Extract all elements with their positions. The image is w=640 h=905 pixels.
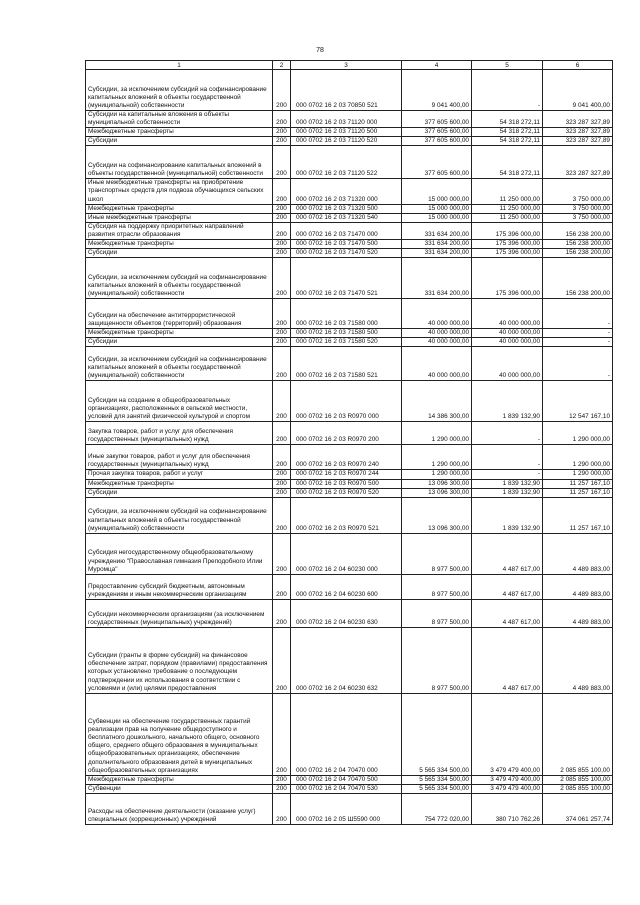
row-approved-amount: 377 605 600,00	[402, 128, 472, 137]
table-row	[86, 146, 613, 179]
header-col-1: 1	[86, 61, 273, 70]
row-executed-amount: 54 318 272,11	[472, 146, 543, 179]
row-line-code: 200	[273, 222, 291, 239]
row-remaining-amount: 3 750 000,00	[543, 204, 613, 213]
row-description: Субсидия негосударственному общеобразовательному учреждению "Православная гимназия Преподобного Илии Муромца"	[86, 533, 273, 574]
row-line-code: 200	[273, 137, 291, 146]
table-row	[86, 479, 613, 488]
row-approved-amount: 13 096 300,00	[402, 488, 472, 497]
table-row	[86, 784, 613, 793]
row-executed-amount: 1 839 132,90	[472, 497, 543, 533]
table-row	[86, 128, 613, 137]
table-row	[86, 793, 613, 824]
row-executed-amount: -	[472, 422, 543, 445]
row-budget-code: 000 0702 16 2 04 70470 500	[291, 775, 402, 784]
row-remaining-amount: 323 287 327,89	[543, 128, 613, 137]
row-remaining-amount: 11 257 167,10	[543, 488, 613, 497]
row-line-code: 200	[273, 445, 291, 470]
row-description: Субсидия на поддержку приоритетных направлений развития отрасли образования	[86, 222, 273, 239]
table-row	[86, 70, 613, 111]
row-executed-amount: 40 000 000,00	[472, 299, 543, 329]
row-budget-code: 000 0702 16 2 03 R0970 244	[291, 470, 402, 479]
table-row	[86, 533, 613, 574]
header-col-3: 3	[291, 61, 402, 70]
row-remaining-amount: -	[543, 299, 613, 329]
row-description: Межбюджетные трансферты	[86, 329, 273, 338]
row-executed-amount: 4 487 617,00	[472, 533, 543, 574]
row-line-code: 200	[273, 299, 291, 329]
table-row	[86, 111, 613, 128]
row-line-code: 200	[273, 381, 291, 422]
row-description: Иные закупки товаров, работ и услуг для обеспечения государственных (муниципальных) нужд	[86, 445, 273, 470]
table-row	[86, 258, 613, 299]
header-col-2: 2	[273, 61, 291, 70]
row-remaining-amount: 2 085 855 100,00	[543, 693, 613, 775]
header-col-5: 5	[472, 61, 543, 70]
row-budget-code: 000 0702 16 2 03 71470 500	[291, 240, 402, 249]
row-budget-code: 000 0702 16 2 03 71580 520	[291, 338, 402, 347]
row-approved-amount: 331 634 200,00	[402, 249, 472, 258]
row-line-code: 200	[273, 204, 291, 213]
table-row	[86, 775, 613, 784]
table-row	[86, 222, 613, 239]
row-line-code: 200	[273, 240, 291, 249]
row-approved-amount: 377 605 600,00	[402, 146, 472, 179]
table-row	[86, 179, 613, 204]
row-description: Субсидии	[86, 488, 273, 497]
row-budget-code: 000 0702 16 2 03 70850 521	[291, 70, 402, 111]
header-col-4: 4	[402, 61, 472, 70]
table-row	[86, 299, 613, 329]
row-budget-code: 000 0702 16 2 03 71320 540	[291, 213, 402, 222]
row-executed-amount: 175 396 000,00	[472, 258, 543, 299]
table-row	[86, 204, 613, 213]
row-executed-amount: 11 250 000,00	[472, 204, 543, 213]
row-remaining-amount: 12 547 167,10	[543, 381, 613, 422]
table-row	[86, 488, 613, 497]
row-remaining-amount: 2 085 855 100,00	[543, 775, 613, 784]
row-approved-amount: 331 634 200,00	[402, 258, 472, 299]
row-executed-amount: 1 839 132,90	[472, 381, 543, 422]
row-description: Иные межбюджетные трансферты	[86, 213, 273, 222]
row-approved-amount: 15 000 000,00	[402, 179, 472, 204]
row-description: Предоставление субсидий бюджетным, автономным учреждениям и иным некоммерческим организациям	[86, 574, 273, 599]
table-row	[86, 240, 613, 249]
row-budget-code: 000 0702 16 2 03 71470 000	[291, 222, 402, 239]
row-remaining-amount: 156 238 200,00	[543, 258, 613, 299]
row-line-code: 200	[273, 599, 291, 627]
row-remaining-amount: 1 290 000,00	[543, 422, 613, 445]
table-row	[86, 497, 613, 533]
row-description: Субсидии	[86, 338, 273, 347]
row-budget-code: 000 0702 16 2 05 Ш5590 000	[291, 793, 402, 824]
row-line-code: 200	[273, 693, 291, 775]
row-executed-amount: 1 839 132,90	[472, 479, 543, 488]
row-approved-amount: 40 000 000,00	[402, 299, 472, 329]
row-approved-amount: 40 000 000,00	[402, 338, 472, 347]
row-description: Субсидии	[86, 137, 273, 146]
row-budget-code: 000 0702 16 2 03 71120 000	[291, 111, 402, 128]
row-description: Прочая закупка товаров, работ и услуг	[86, 470, 273, 479]
row-executed-amount: -	[472, 70, 543, 111]
row-budget-code: 000 0702 16 2 03 71470 521	[291, 258, 402, 299]
row-executed-amount: 4 487 617,00	[472, 599, 543, 627]
row-description: Субсидии на капитальные вложения в объекты муниципальной собственности	[86, 111, 273, 128]
row-line-code: 200	[273, 213, 291, 222]
row-description: Субсидии, за исключением субсидий на софинансирование капитальных вложений в объекты государственной (муниципальной) собственности	[86, 497, 273, 533]
row-budget-code: 000 0702 16 2 03 71120 520	[291, 137, 402, 146]
row-approved-amount: 9 041 400,00	[402, 70, 472, 111]
table-row	[86, 329, 613, 338]
row-approved-amount: 8 977 500,00	[402, 533, 472, 574]
row-description: Субсидии, за исключением субсидий на софинансирование капитальных вложений в объекты государственной (муниципальной) собственности	[86, 258, 273, 299]
row-description: Субсидии, за исключением субсидий на софинансирование капитальных вложений в объекты государственной (муниципальной) собственности	[86, 70, 273, 111]
row-executed-amount: 40 000 000,00	[472, 347, 543, 381]
row-remaining-amount: 4 489 883,00	[543, 627, 613, 693]
row-remaining-amount: -	[543, 329, 613, 338]
row-remaining-amount: 2 085 855 100,00	[543, 784, 613, 793]
row-line-code: 200	[273, 533, 291, 574]
row-budget-code: 000 0702 16 2 03 R0970 520	[291, 488, 402, 497]
row-remaining-amount: 3 750 000,00	[543, 179, 613, 204]
budget-table-body	[86, 61, 613, 825]
row-executed-amount: -	[472, 445, 543, 470]
row-line-code: 200	[273, 179, 291, 204]
table-row	[86, 249, 613, 258]
row-approved-amount: 1 290 000,00	[402, 422, 472, 445]
row-executed-amount: 4 487 617,00	[472, 574, 543, 599]
row-approved-amount: 8 977 500,00	[402, 627, 472, 693]
row-executed-amount: 54 318 272,11	[472, 128, 543, 137]
row-line-code: 200	[273, 128, 291, 137]
row-approved-amount: 8 977 500,00	[402, 574, 472, 599]
row-executed-amount: 40 000 000,00	[472, 329, 543, 338]
row-line-code: 200	[273, 775, 291, 784]
row-remaining-amount: 3 750 000,00	[543, 213, 613, 222]
row-remaining-amount: 11 257 167,10	[543, 479, 613, 488]
row-approved-amount: 5 565 334 500,00	[402, 775, 472, 784]
table-row	[86, 445, 613, 470]
row-remaining-amount: -	[543, 347, 613, 381]
row-remaining-amount: -	[543, 338, 613, 347]
row-approved-amount: 8 977 500,00	[402, 599, 472, 627]
row-budget-code: 000 0702 16 2 04 60230 600	[291, 574, 402, 599]
row-line-code: 200	[273, 258, 291, 299]
row-line-code: 200	[273, 479, 291, 488]
table-row	[86, 693, 613, 775]
row-executed-amount: 3 479 479 400,00	[472, 775, 543, 784]
row-description: Субсидии на создание в общеобразовательных организациях, расположенных в сельской местности, условий для занятий физической культурой и спортом	[86, 381, 273, 422]
table-row	[86, 338, 613, 347]
row-description: Субсидии на софинансирование капитальных вложений в объекты государственной (муниципальной) собственности	[86, 146, 273, 179]
row-description: Субвенции	[86, 784, 273, 793]
row-executed-amount: 40 000 000,00	[472, 338, 543, 347]
row-description: Субсидии, за исключением субсидий на софинансирование капитальных вложений в объекты государственной (муниципальной) собственности	[86, 347, 273, 381]
row-remaining-amount: 4 489 883,00	[543, 533, 613, 574]
row-description: Субвенции на обеспечение государственных гарантий реализации прав на получение общедоступного и бесплатного дошкольного, начального общего, основного общего, среднего общего образования в муниципальных общеобразовательных организациях, обеспечение дополнительного образования детей в муниципальных общеобразовательных организациях	[86, 693, 273, 775]
row-remaining-amount: 1 290 000,00	[543, 470, 613, 479]
row-budget-code: 000 0702 16 2 03 71580 521	[291, 347, 402, 381]
table-row	[86, 599, 613, 627]
row-line-code: 200	[273, 497, 291, 533]
row-executed-amount: 1 839 132,90	[472, 488, 543, 497]
row-executed-amount: 175 396 000,00	[472, 249, 543, 258]
row-approved-amount: 15 000 000,00	[402, 204, 472, 213]
row-description: Иные межбюджетные трансферты на приобретение транспортных средств для подвоза обучающихся сельских школ	[86, 179, 273, 204]
row-executed-amount: -	[472, 470, 543, 479]
row-line-code: 200	[273, 422, 291, 445]
row-budget-code: 000 0702 16 2 03 71580 500	[291, 329, 402, 338]
row-description: Межбюджетные трансферты	[86, 204, 273, 213]
row-approved-amount: 1 290 000,00	[402, 470, 472, 479]
table-row	[86, 627, 613, 693]
row-executed-amount: 54 318 272,11	[472, 111, 543, 128]
row-line-code: 200	[273, 338, 291, 347]
row-description: Субсидии некоммерческим организациям (за исключением государственных (муниципальных) учреждений)	[86, 599, 273, 627]
row-line-code: 200	[273, 70, 291, 111]
row-approved-amount: 5 565 334 500,00	[402, 693, 472, 775]
row-approved-amount: 40 000 000,00	[402, 329, 472, 338]
row-budget-code: 000 0702 16 2 03 71320 000	[291, 179, 402, 204]
row-remaining-amount: 156 238 200,00	[543, 222, 613, 239]
row-approved-amount: 5 565 334 500,00	[402, 784, 472, 793]
row-approved-amount: 13 096 300,00	[402, 479, 472, 488]
row-approved-amount: 331 634 200,00	[402, 222, 472, 239]
row-remaining-amount: 323 287 327,89	[543, 146, 613, 179]
row-approved-amount: 377 605 600,00	[402, 111, 472, 128]
row-description: Закупка товаров, работ и услуг для обеспечения государственных (муниципальных) нужд	[86, 422, 273, 445]
row-approved-amount: 754 772 020,00	[402, 793, 472, 824]
row-budget-code: 000 0702 16 2 03 71320 500	[291, 204, 402, 213]
table-row	[86, 574, 613, 599]
row-budget-code: 000 0702 16 2 04 60230 630	[291, 599, 402, 627]
table-row	[86, 213, 613, 222]
row-approved-amount: 14 386 300,00	[402, 381, 472, 422]
row-line-code: 200	[273, 470, 291, 479]
row-line-code: 200	[273, 249, 291, 258]
row-executed-amount: 3 479 479 400,00	[472, 693, 543, 775]
row-budget-code: 000 0702 16 2 04 60230 000	[291, 533, 402, 574]
row-budget-code: 000 0702 16 2 04 70470 530	[291, 784, 402, 793]
row-description: Межбюджетные трансферты	[86, 240, 273, 249]
row-remaining-amount: 323 287 327,89	[543, 137, 613, 146]
row-description: Расходы на обеспечение деятельности (оказание услуг) специальных (коррекционных) учреждений	[86, 793, 273, 824]
row-executed-amount: 380 710 762,26	[472, 793, 543, 824]
row-executed-amount: 4 487 617,00	[472, 627, 543, 693]
row-budget-code: 000 0702 16 2 03 R0970 500	[291, 479, 402, 488]
row-budget-code: 000 0702 16 2 03 71120 522	[291, 146, 402, 179]
row-description: Субсидии	[86, 249, 273, 258]
table-header-row	[86, 61, 613, 70]
row-remaining-amount: 374 061 257,74	[543, 793, 613, 824]
row-remaining-amount: 4 489 883,00	[543, 599, 613, 627]
row-executed-amount: 175 396 000,00	[472, 240, 543, 249]
row-approved-amount: 13 096 300,00	[402, 497, 472, 533]
row-remaining-amount: 11 257 167,10	[543, 497, 613, 533]
row-executed-amount: 54 318 272,11	[472, 137, 543, 146]
row-approved-amount: 1 290 000,00	[402, 445, 472, 470]
row-remaining-amount: 156 238 200,00	[543, 240, 613, 249]
row-remaining-amount: 323 287 327,89	[543, 111, 613, 128]
row-budget-code: 000 0702 16 2 03 R0970 200	[291, 422, 402, 445]
row-executed-amount: 175 396 000,00	[472, 222, 543, 239]
row-description: Субсидии на обеспечение антитеррористической защищенности объектов (территорий) образования	[86, 299, 273, 329]
row-approved-amount: 40 000 000,00	[402, 347, 472, 381]
row-budget-code: 000 0702 16 2 04 70470 000	[291, 693, 402, 775]
row-description: Межбюджетные трансферты	[86, 775, 273, 784]
row-approved-amount: 377 605 600,00	[402, 137, 472, 146]
row-line-code: 200	[273, 793, 291, 824]
row-budget-code: 000 0702 16 2 04 60230 632	[291, 627, 402, 693]
row-approved-amount: 15 000 000,00	[402, 213, 472, 222]
row-executed-amount: 11 250 000,00	[472, 213, 543, 222]
table-row	[86, 381, 613, 422]
row-description: Межбюджетные трансферты	[86, 479, 273, 488]
table-row	[86, 347, 613, 381]
row-approved-amount: 331 634 200,00	[402, 240, 472, 249]
header-col-6: 6	[543, 61, 613, 70]
table-row	[86, 422, 613, 445]
row-description: Межбюджетные трансферты	[86, 128, 273, 137]
row-line-code: 200	[273, 488, 291, 497]
row-line-code: 200	[273, 627, 291, 693]
row-budget-code: 000 0702 16 2 03 R0970 521	[291, 497, 402, 533]
row-remaining-amount: 156 238 200,00	[543, 249, 613, 258]
row-description: Субсидии (гранты в форме субсидий) на финансовое обеспечение затрат, порядком (правилами) предоставления которых установлено требование о последующем подтверждении их использования в соответствии с условиями и (или) целями предоставления	[86, 627, 273, 693]
row-line-code: 200	[273, 329, 291, 338]
page-number: 78	[316, 47, 324, 54]
row-line-code: 200	[273, 347, 291, 381]
row-budget-code: 000 0702 16 2 03 R0970 240	[291, 445, 402, 470]
row-budget-code: 000 0702 16 2 03 71580 000	[291, 299, 402, 329]
table-row	[86, 470, 613, 479]
row-line-code: 200	[273, 574, 291, 599]
row-line-code: 200	[273, 784, 291, 793]
row-remaining-amount: 9 041 400,00	[543, 70, 613, 111]
budget-table	[85, 60, 613, 825]
table-row	[86, 137, 613, 146]
row-remaining-amount: 4 489 883,00	[543, 574, 613, 599]
row-line-code: 200	[273, 146, 291, 179]
row-remaining-amount: 1 290 000,00	[543, 445, 613, 470]
row-budget-code: 000 0702 16 2 03 71120 500	[291, 128, 402, 137]
row-executed-amount: 11 250 000,00	[472, 179, 543, 204]
row-budget-code: 000 0702 16 2 03 71470 520	[291, 249, 402, 258]
row-line-code: 200	[273, 111, 291, 128]
row-executed-amount: 3 479 479 400,00	[472, 784, 543, 793]
row-budget-code: 000 0702 16 2 03 R0970 000	[291, 381, 402, 422]
